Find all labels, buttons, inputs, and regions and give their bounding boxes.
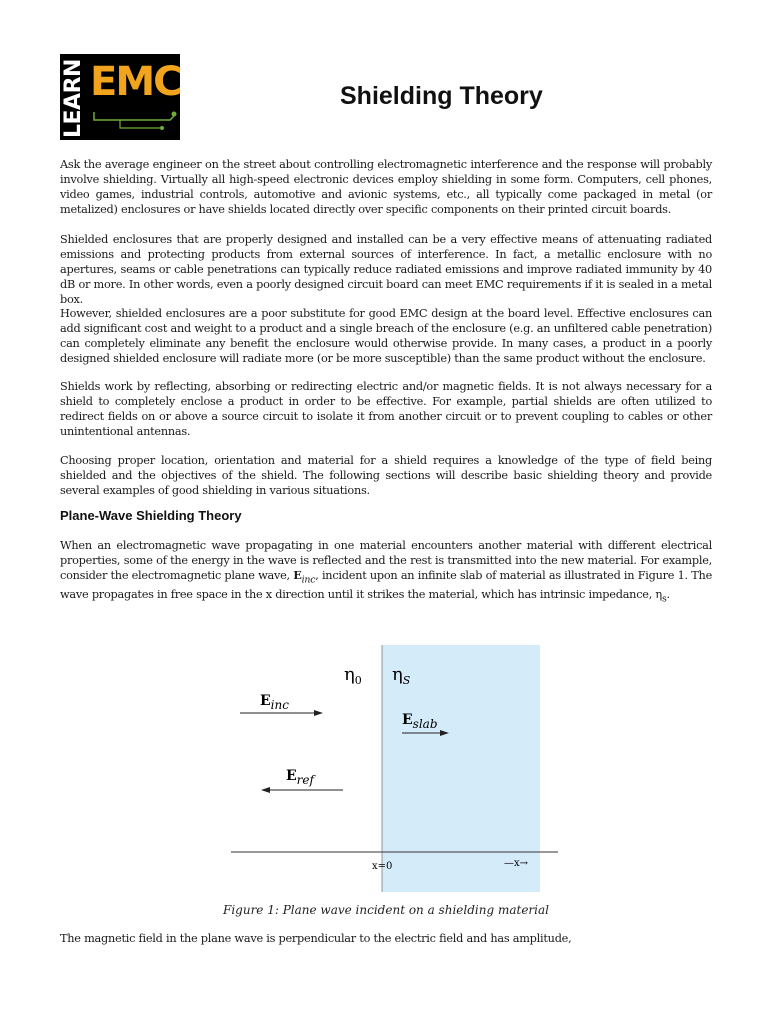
paragraph-2: Shielded enclosures that are properly designed and installed can be a very effective means of attenuating radiated emissions and protecting products from external sources of interference. In fact, a metallic enclosure with no apertures, seams or cable penetrations can typically reduce radiated emissions and improve radiated immunity by 40 dB or more. In other words, even a poorly designed circuit board can meet EMC requirements if it is sealed in a metal box. — [60, 233, 712, 306]
figure-caption: Figure 1: Plane wave incident on a shielding material — [223, 903, 549, 917]
eta-s-label: $\eta_S$ — [392, 664, 411, 687]
e-slab-label: Eslab — [402, 712, 438, 731]
eta-s-subscript: s — [661, 593, 667, 605]
page-title: Shielding Theory — [340, 82, 543, 110]
plane-wave-text-2: , incident upon an infinite slab of material as illustrated in Figure 1. The wave propagates in free space in the x direction until it strikes the material, which has intrinsic impedance, — [60, 569, 712, 602]
x-axis-label: —x→ — [504, 858, 529, 869]
eta-0-label: $\eta_0$ — [344, 664, 362, 687]
section-heading: Plane-Wave Shielding Theory — [60, 508, 242, 523]
plane-wave-text-1: When an electromagnetic wave propagating in one material encounters another material with different electrical properties, some of the energy in the wave is reflected and the rest is transmitted into the new material. For example, consider the electromagnetic plane wave, — [60, 539, 712, 582]
plane-wave-paragraph — [60, 538, 712, 607]
e-inc-symbol: E — [293, 568, 302, 582]
reflected-arrowhead-icon — [261, 787, 270, 793]
x-zero-label: x=0 — [372, 861, 393, 872]
e-inc-subscript: inc — [301, 574, 316, 586]
paragraph-4: Shields work by reflecting, absorbing or redirecting electric and/or magnetic fields. It is not always necessary for a shield to completely enclose a product in order to be effective. For example, partial shields are often utilized to redirect fields on or above a source circuit to isolate it from another circuit or to prevent coupling to cables or other unintentional antennas. — [60, 380, 712, 438]
logo-learn-text: LEARN — [61, 59, 86, 138]
paragraph-1: Ask the average engineer on the street about controlling electromagnetic interference and the response will probably involve shielding. Virtually all high-speed electronic devices employ shielding in some form. Computers, cell phones, video games, industrial controls, automotive and avionic systems, etc., all typically come packaged in metal (or metalized) enclosures or have shields located directly over specific components on their printed circuit boards. — [60, 158, 712, 216]
figure-1-diagram — [228, 640, 558, 895]
paragraph-3: However, shielded enclosures are a poor substitute for good EMC design at the board level. Effective enclosures can add significant cost and weight to a product and a single breach of the enclosure (e.g. an unfiltered cable penetration) can completely eliminate any benefit the enclosure would otherwise provide. In many cases, a product in a poorly designed shielded enclosure will radiate more (or be more susceptible) than the same product without the enclosure. — [60, 307, 712, 365]
e-inc-label: Einc — [260, 693, 289, 712]
paragraph-5: Choosing proper location, orientation and material for a shield requires a knowledge of the type of field being shielded and the objectives of the shield. The following sections will describe basic shielding theory and provide several examples of good shielding in various situations. — [60, 454, 712, 497]
closing-paragraph: The magnetic field in the plane wave is perpendicular to the electric field and has amplitude, — [60, 932, 572, 945]
plane-wave-text-3: . — [666, 588, 670, 602]
eta-s-symbol: η — [655, 588, 662, 602]
logo-emc-text: EMC — [90, 59, 180, 105]
incident-arrowhead-icon — [314, 710, 323, 716]
learn-emc-logo — [60, 54, 180, 140]
e-ref-label: Eref — [286, 768, 314, 787]
